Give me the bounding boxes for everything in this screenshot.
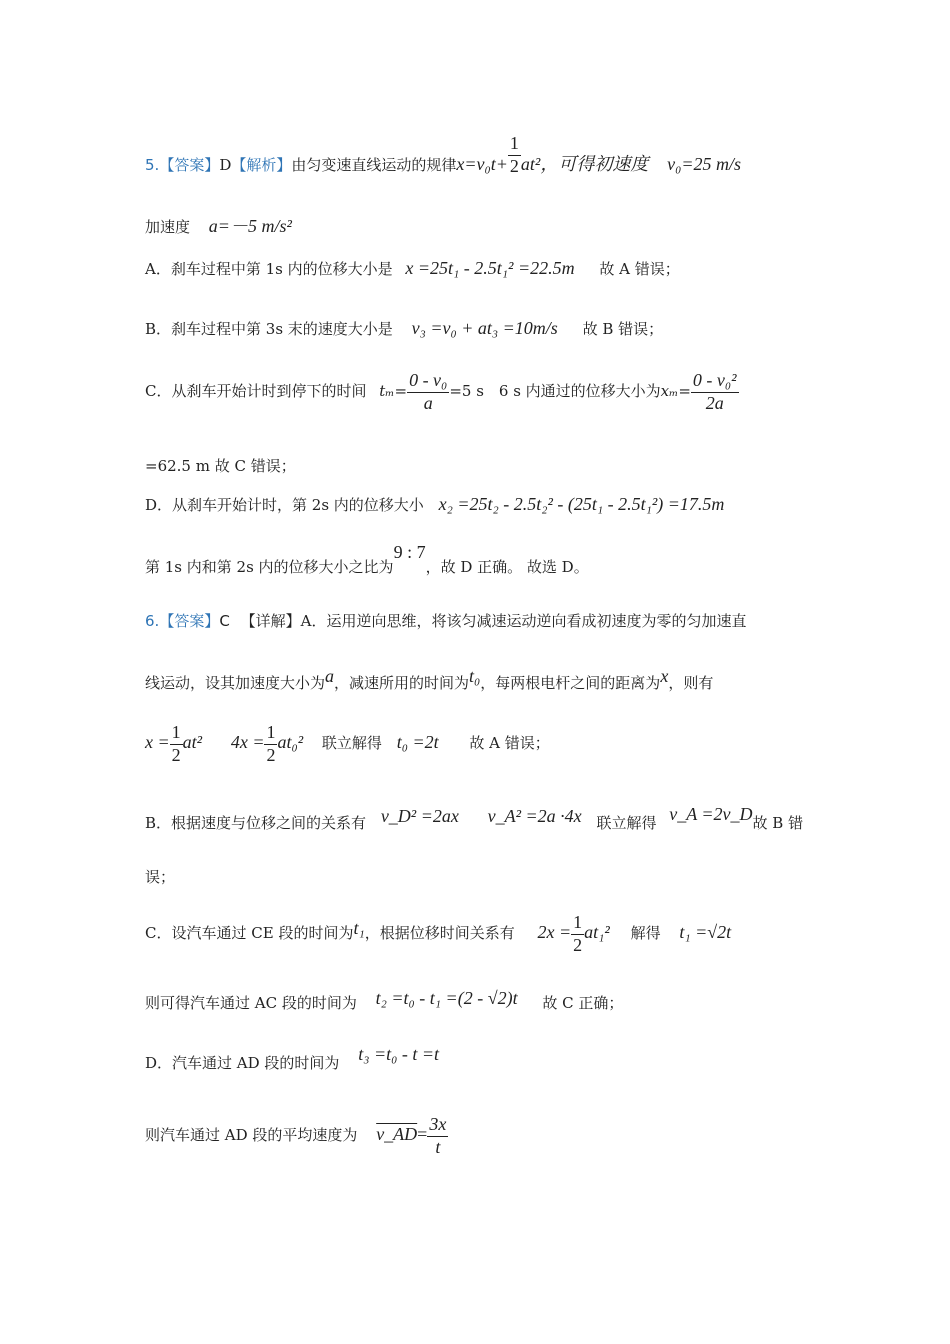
q5-option-c — [145, 370, 739, 414]
q6-b-solve: 联立解得 — [596, 814, 657, 832]
q6-c-text: C．设汽车通过 CE 段的时间为 — [145, 924, 354, 943]
q5-half-num: 1 — [509, 132, 519, 153]
q5-d-formula: x₂ =25t₂ - 2.5t₂² - (25t₁ - 2.5t₁²) =17.5m — [438, 494, 725, 514]
q6-d2-num: 3x — [429, 1114, 447, 1134]
q5-formula-post: at²，可得初速度 — [520, 154, 649, 174]
q6-line2-d: ，则有 — [668, 674, 714, 692]
q6-b-result2: 误； — [145, 868, 176, 886]
q5-line2 — [145, 212, 292, 238]
q5-c-frac1-num: 0 - v₀ — [409, 370, 448, 390]
q5-b-formula: v₃ =v₀ + at₃ =10m/s — [411, 318, 558, 338]
q5-option-c-cont — [145, 455, 296, 476]
q6-eq1-half-num: 1 — [171, 722, 181, 742]
q5-c-frac2 — [691, 370, 739, 414]
q5-option-b — [145, 318, 663, 339]
q5-analysis-tag: 【解析】 — [231, 156, 292, 174]
q5-v0: v₀=25 m/s — [667, 154, 742, 174]
q6-c-formula: t₁ =√2t — [679, 922, 732, 943]
q6-b-result: 故 B 错 — [752, 814, 804, 832]
q6-eq2-half-num: 1 — [266, 722, 276, 742]
q5-b-text: B．刹车过程中第 3s 末的速度大小是 — [145, 320, 393, 338]
q6-detail-tag: 【详解】 — [240, 612, 301, 630]
q5-intro: 由匀变速直线运动的规律 — [291, 156, 457, 174]
q5-d2-text: 第 1s 内和第 2s 内的位移大小之比为 — [145, 558, 394, 576]
q6-a-result: 故 A 错误； — [469, 734, 550, 753]
q6-option-c — [145, 912, 731, 956]
q6-d2-den: t — [427, 1136, 448, 1159]
q6-c-text2: ，根据位移时间关系有 — [364, 924, 515, 943]
q5-answer: D — [219, 156, 232, 174]
q6-b-eq1: v_D² =2ax — [380, 806, 459, 826]
q5-answer-tag: 【答案】 — [159, 156, 220, 174]
q5-c-frac2-num: 0 - v₀² — [692, 370, 737, 390]
q5-formula-pre: x=v₀t+ — [456, 154, 508, 174]
q6-d2-eq: = — [417, 1124, 428, 1145]
q5-line1 — [145, 132, 742, 177]
q6-c-solve: 解得 — [630, 924, 661, 943]
q6-b-text: B．根据速度与位移之间的关系有 — [145, 814, 367, 832]
q6-eq2-half-den: 2 — [266, 744, 276, 765]
q5-option-a — [145, 258, 680, 279]
q6-c2-text: 则可得汽车通过 AC 段的时间为 — [145, 994, 357, 1012]
q6-c2-formula: t₂ =t₀ - t₁ =(2 - √2)t — [375, 988, 518, 1008]
q6-var-x: x — [660, 666, 669, 686]
q6-c-half — [571, 912, 584, 956]
q5-c-text: C．从刹车开始计时到停下的时间 — [145, 382, 367, 401]
q5-option-d2 — [145, 542, 589, 577]
q6-d2-frac — [427, 1114, 448, 1158]
q6-line1 — [145, 610, 746, 631]
q5-c-frac1 — [407, 370, 449, 414]
q6-c-eq-rhs: at₁² — [584, 922, 610, 943]
q6-option-b-cont — [145, 866, 175, 887]
q6-d-formula: t₃ =t₀ - t =t — [358, 1044, 440, 1064]
q5-c-mid: =5 s 6 s 内通过的位移大小为 — [449, 382, 661, 401]
q6-d2-text: 则汽车通过 AD 段的平均速度为 — [145, 1126, 358, 1145]
q5-accel: a=－5 m/s² — [208, 216, 292, 236]
q5-c-xm: xₘ= — [660, 382, 691, 401]
q6-eq1-half-den: 2 — [171, 744, 181, 765]
q5-accel-label: 加速度 — [145, 218, 191, 236]
q5-number: 5. — [145, 156, 160, 174]
q5-option-d — [145, 494, 724, 515]
q6-b-eq2: v_A² =2a ·4x — [487, 806, 582, 826]
q5-d2-ratio: 9 : 7 — [393, 542, 426, 562]
q6-eq2-lhs: 4x = — [230, 732, 265, 753]
q5-b-result: 故 B 错误； — [582, 320, 664, 338]
q6-c-var: t₁ — [353, 918, 365, 939]
q6-intro: A．运用逆向思维，将该匀减速运动逆向看成初速度为零的匀加速直 — [300, 612, 747, 630]
q5-a-result: 故 A 错误； — [599, 260, 680, 278]
q6-a-formula: t₀ =2t — [396, 732, 439, 753]
q6-line2-c: ，每两根电杆之间的距离为 — [480, 674, 661, 692]
q6-c2-result: 故 C 正确； — [542, 994, 624, 1012]
q6-c-half-num: 1 — [573, 912, 583, 932]
q6-eq1-half — [170, 722, 183, 766]
q6-answer: C — [219, 612, 230, 630]
q5-half-fraction — [508, 133, 521, 177]
q6-d-text: D．汽车通过 AD 段的时间为 — [145, 1054, 340, 1072]
q5-c-frac1-den: a — [407, 392, 449, 415]
q6-eq2-rhs: at₀² — [277, 732, 304, 753]
q6-option-d2 — [145, 1114, 448, 1158]
q5-c-tm: tₘ= — [379, 382, 408, 401]
q6-option-d — [145, 1044, 440, 1073]
q6-line2-b: ，减速所用的时间为 — [334, 674, 470, 692]
q5-c-frac2-den: 2a — [691, 392, 739, 415]
q6-option-b — [145, 804, 804, 833]
q6-d2-lhs: v_AD — [376, 1124, 418, 1145]
q6-b-formula: v_A =2v_D — [669, 804, 753, 824]
q6-option-a — [145, 722, 550, 766]
q6-option-c2 — [145, 988, 624, 1013]
q6-a-solve: 联立解得 — [321, 734, 382, 753]
q6-line2-a: 线运动，设其加速度大小为 — [145, 674, 326, 692]
q5-d-text: D．从刹车开始计时，第 2s 内的位移大小 — [145, 496, 424, 514]
q6-eq1-lhs: x = — [145, 732, 170, 753]
q6-eq1-rhs: at² — [182, 732, 203, 753]
q6-c-half-den: 2 — [573, 934, 583, 955]
q5-a-formula: x =25t₁ - 2.5t₁² =22.5m — [405, 258, 575, 278]
q5-c-cont: =62.5 m 故 C 错误； — [145, 457, 296, 475]
q6-var-t0: t₀ — [469, 666, 481, 686]
q5-half-den: 2 — [509, 155, 519, 176]
q6-c-eq-lhs: 2x = — [537, 922, 572, 943]
q5-d2-result: ，故 D 正确。 故选 D。 — [425, 558, 589, 576]
q6-line2 — [145, 666, 714, 693]
q5-a-text: A．刹车过程中第 1s 内的位移大小是 — [145, 260, 393, 278]
q6-answer-tag: 【答案】 — [159, 612, 220, 630]
q6-var-a: a — [325, 666, 335, 686]
q6-eq2-half — [264, 722, 277, 766]
q6-number: 6. — [145, 612, 160, 630]
